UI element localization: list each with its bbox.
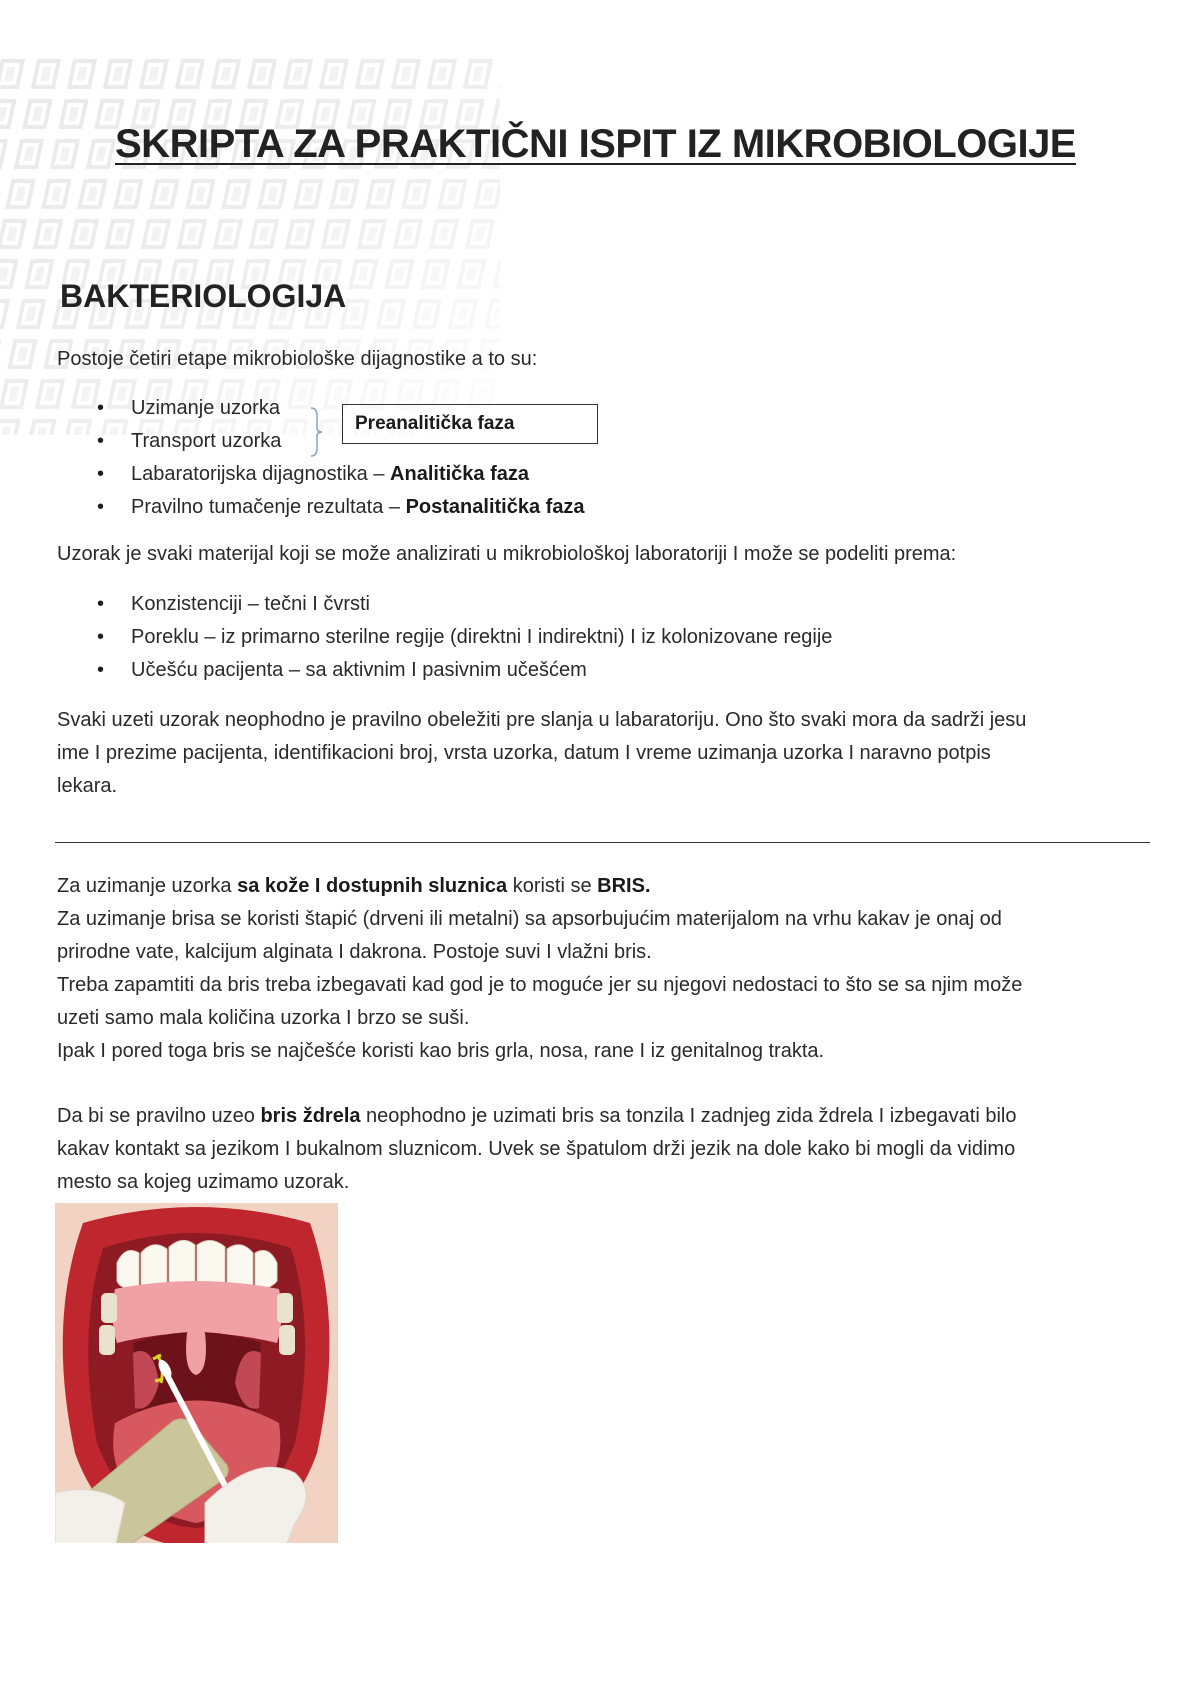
- bullet-dot: •: [97, 593, 105, 615]
- stage-sampling: Uzimanje uzorka: [131, 397, 280, 419]
- preanalytic-phase-box: Preanalitička faza: [342, 404, 598, 444]
- labeling-line: Svaki uzeti uzorak neophodno je pravilno obeležiti pre slanja u labaratoriju. Ono što svaki mora da sadrži jesu: [57, 709, 1027, 731]
- bris-line: prirodne vate, kalcijum alginata I dakrona. Postoje suvi I vlažni bris.: [57, 941, 652, 963]
- stage-lab-diagnostics: Labaratorijska dijagnostika – Analitička faza: [131, 463, 529, 485]
- labeling-line: ime I prezime pacijenta, identifikacioni broj, vrsta uzorka, datum I vreme uzimanja uzorka I naravno potpis: [57, 742, 991, 764]
- bris-line: Za uzimanje uzorka sa kože I dostupnih sluznica koristi se BRIS.: [57, 875, 651, 897]
- section-divider: [55, 842, 1150, 843]
- brace-connector: [309, 406, 323, 458]
- throat-swab-line: mesto sa kojeg uzimamo uzorak.: [57, 1171, 350, 1193]
- document-title: SKRIPTA ZA PRAKTIČNI ISPIT IZ MIKROBIOLOGIJE: [115, 122, 1076, 166]
- bullet-dot: •: [97, 496, 105, 518]
- bullet-dot: •: [97, 397, 105, 419]
- throat-swab-line: Da bi se pravilno uzeo bris ždrela neophodno je uzimati bris sa tonzila I zadnjeg zida ždrela I izbegavati bilo: [57, 1105, 1017, 1127]
- sample-definition: Uzorak je svaki materijal koji se može analizirati u mikrobiološkoj laboratoriji I može se podeliti prema:: [57, 543, 957, 565]
- bullet-dot: •: [97, 463, 105, 485]
- division-item: Konzistenciji – tečni I čvrsti: [131, 593, 370, 615]
- bris-line: Ipak I pored toga bris se najčešće koristi kao bris grla, nosa, rane I iz genitalnog trakta.: [57, 1040, 825, 1062]
- bullet-dot: •: [97, 430, 105, 452]
- stage-interpretation: Pravilno tumačenje rezultata – Postanalitička faza: [131, 496, 585, 518]
- background-watermark: [0, 55, 500, 435]
- bris-line: Za uzimanje brisa se koristi štapić (drveni ili metalni) sa apsorbujućim materijalom na vrhu kakav je onaj od: [57, 908, 1002, 930]
- section-heading: BAKTERIOLOGIJA: [60, 278, 347, 314]
- bullet-dot: •: [97, 659, 105, 681]
- bullet-dot: •: [97, 626, 105, 648]
- labeling-line: lekara.: [57, 775, 118, 797]
- stage-transport: Transport uzorka: [131, 430, 282, 452]
- division-item: Poreklu – iz primarno sterilne regije (direktni I indirektni) I iz kolonizovane regije: [131, 626, 833, 648]
- throat-swab-line: kakav kontakt sa jezikom I bukalnom sluznicom. Uvek se špatulom drži jezik na dole kako bi mogli da vidimo: [57, 1138, 1016, 1160]
- bris-line: uzeti samo mala količina uzorka I brzo se suši.: [57, 1007, 470, 1029]
- intro-text: Postoje četiri etape mikrobiološke dijagnostike a to su:: [57, 348, 538, 370]
- division-item: Učešću pacijenta – sa aktivnim I pasivnim učešćem: [131, 659, 587, 681]
- bris-line: Treba zapamtiti da bris treba izbegavati kad god je to moguće jer su njegovi nedostaci to što se sa njim može: [57, 974, 1023, 996]
- throat-swab-illustration: [55, 1203, 338, 1543]
